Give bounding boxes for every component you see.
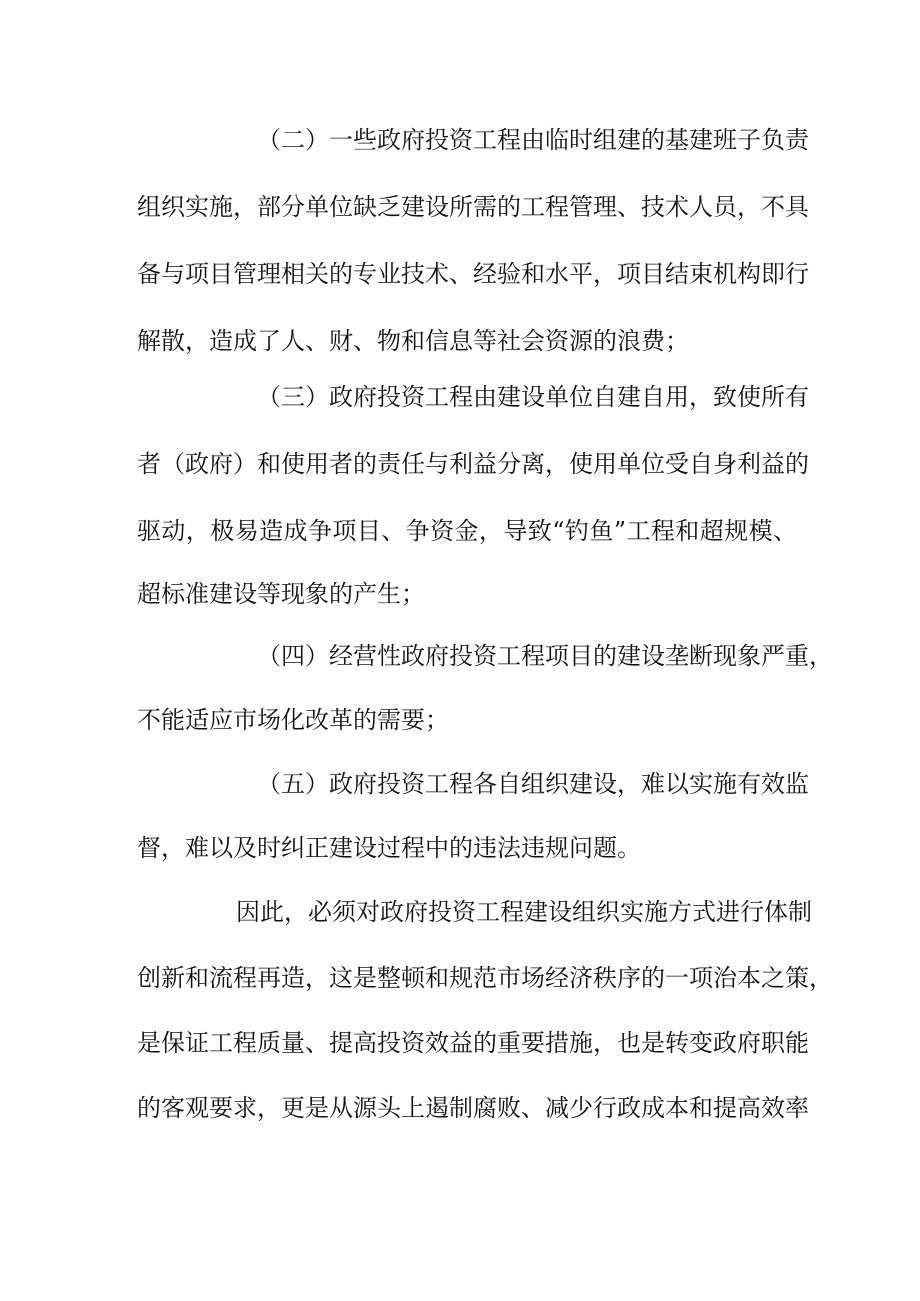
paragraph-line: 驱动，极易造成争项目、争资金，导致“钓鱼”工程和超规模、 <box>137 517 797 545</box>
paragraph-line: 因此，必须对政府投资工程建设组织实施方式进行体制 <box>236 898 812 926</box>
paragraph-line: 组织实施，部分单位缺乏建设所需的工程管理、技术人员，不具 <box>137 193 809 221</box>
paragraph-line: 备与项目管理相关的专业技术、经验和水平，项目结束机构即行 <box>137 260 809 288</box>
paragraph-line: 解散，造成了人、财、物和信息等社会资源的浪费； <box>137 327 689 355</box>
paragraph-line: （五）政府投资工程各自组织建设，难以实施有效监 <box>257 770 809 798</box>
paragraph-line: 是保证工程质量、提高投资效益的重要措施，也是转变政府职能 <box>137 1029 809 1057</box>
paragraph-line: 创新和流程再造，这是整顿和规范市场经济秩序的一项治本之策， <box>137 964 833 992</box>
paragraph-line: 者（政府）和使用者的责任与利益分离，使用单位受自身利益的 <box>137 450 809 478</box>
paragraph-line: 超标准建设等现象的产生； <box>137 580 425 608</box>
paragraph-line: （四）经营性政府投资工程项目的建设垄断现象严重， <box>257 642 833 670</box>
paragraph-line: （三）政府投资工程由建设单位自建自用，致使所有 <box>257 383 809 411</box>
paragraph-line: 不能适应市场化改革的需要； <box>137 706 449 734</box>
paragraph-line: 督，难以及时纠正建设过程中的违法违规问题。 <box>137 834 641 862</box>
paragraph-line: （二）一些政府投资工程由临时组建的基建班子负责 <box>257 126 809 154</box>
paragraph-line: 的客观要求，更是从源头上遏制腐败、减少行政成本和提高效率 <box>137 1094 809 1122</box>
